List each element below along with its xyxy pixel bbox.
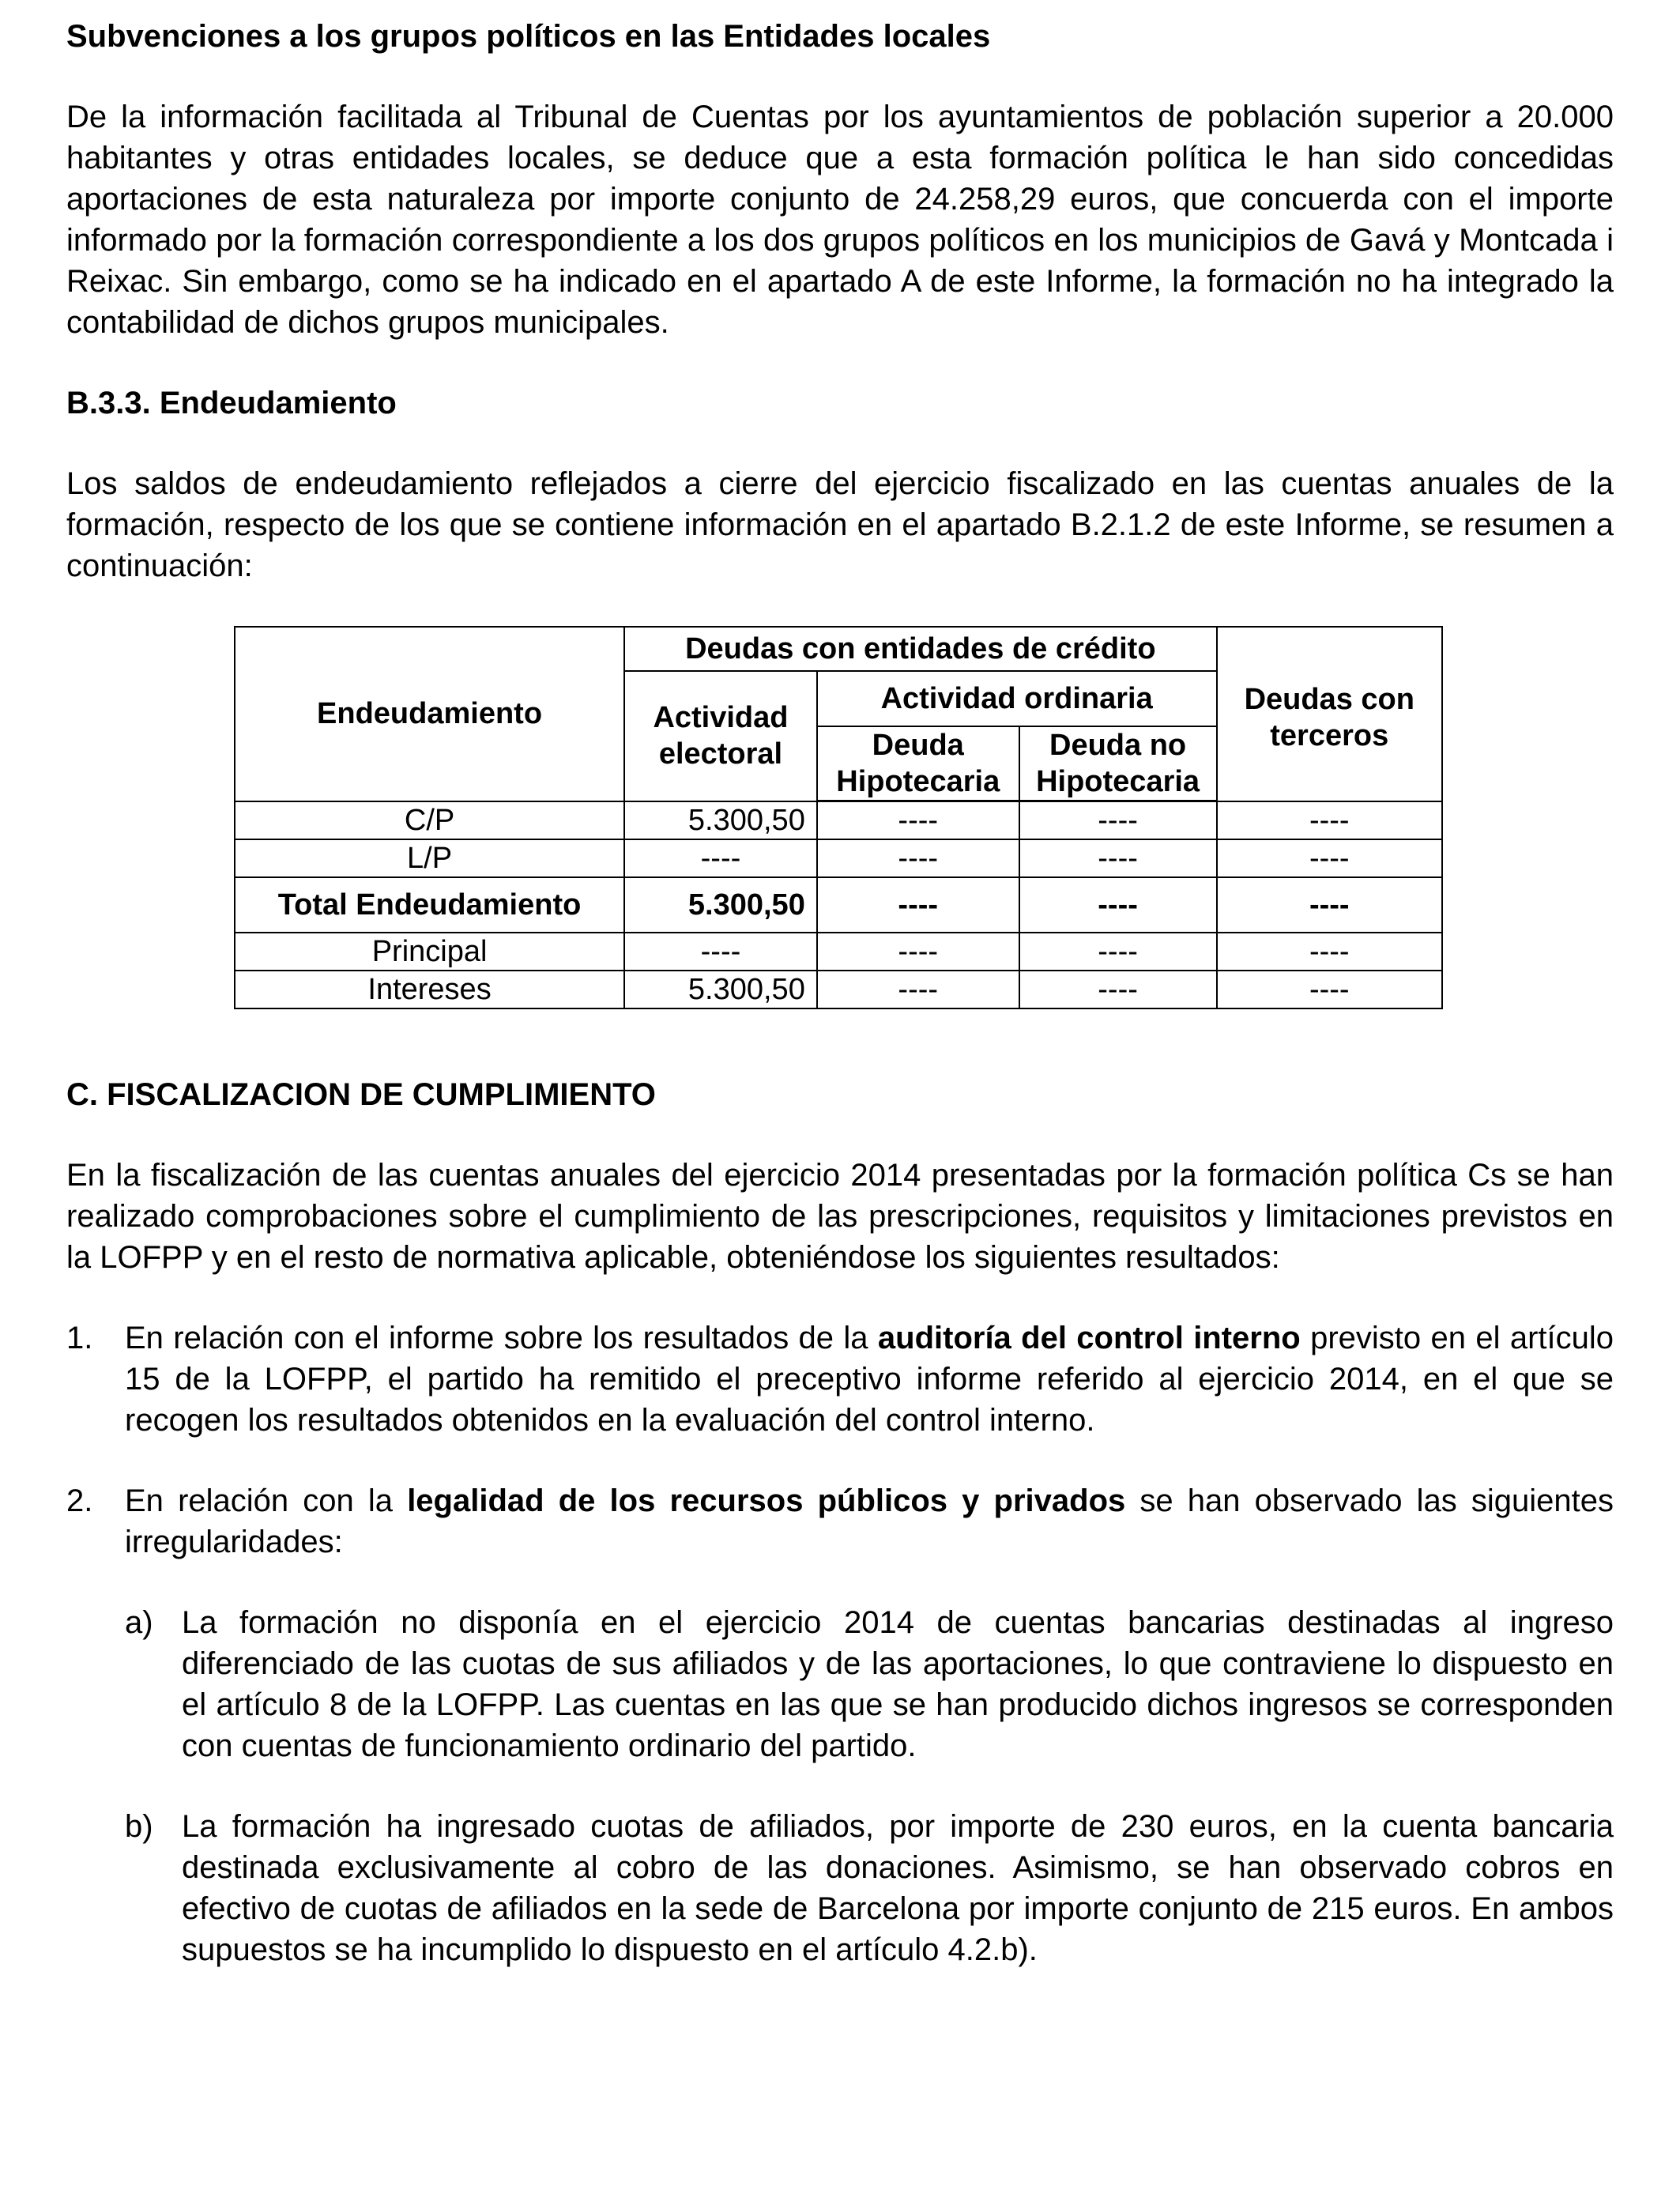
paragraph-endeudamiento: Los saldos de endeudamiento reflejados a cierre del ejercicio fiscalizado en las cuentas anuales de la formación, respecto de los que se contiene información en el apartado B.2.1.2 de este Informe, se resumen a continuación: — [66, 466, 1614, 583]
table-row — [235, 971, 1442, 1008]
header-actividad-ordinaria: Actividad ordinaria — [817, 671, 1217, 726]
cell-electoral: ---- — [624, 933, 817, 971]
debt-table — [234, 626, 1443, 1009]
cell-terceros: ---- — [1217, 877, 1442, 933]
cell-terceros: ---- — [1217, 971, 1442, 1008]
item-bold-text: auditoría del control interno — [877, 1321, 1301, 1355]
header-deudas-terceros: Deudas con terceros — [1217, 627, 1442, 801]
header-actividad-electoral: Actividad electoral — [624, 671, 817, 801]
paragraph-fiscalizacion: En la fiscalización de las cuentas anuales del ejercicio 2014 presentadas por la formación política Cs se han realizado comprobaciones sobre el cumplimiento de las prescripciones, requisitos y limitaciones previstos en la LOFPP y en el resto de normativa aplicable, obteniéndose los siguientes resultados: — [66, 1158, 1614, 1275]
table-row — [235, 801, 1442, 840]
cell-electoral: 5.300,50 — [624, 971, 817, 1008]
header-endeudamiento: Endeudamiento — [235, 627, 624, 801]
table-row — [235, 839, 1442, 877]
cell-hipotecaria: ---- — [817, 971, 1019, 1008]
list-item — [66, 1318, 1614, 1441]
sub-list — [125, 1602, 1614, 1970]
list-marker: 2. — [66, 1483, 93, 1518]
cell-no-hipotecaria: ---- — [1019, 933, 1217, 971]
list-marker: 1. — [66, 1321, 93, 1355]
debt-table-wrapper — [234, 626, 1614, 1009]
item-text: En relación con el informe sobre los resultados de la — [125, 1321, 878, 1355]
results-list — [66, 1318, 1614, 1970]
cell-no-hipotecaria: ---- — [1019, 877, 1217, 933]
table-row — [235, 933, 1442, 971]
cell-hipotecaria: ---- — [817, 933, 1019, 971]
sub-list-marker: b) — [125, 1809, 153, 1844]
cell-terceros: ---- — [1217, 933, 1442, 971]
cell-terceros: ---- — [1217, 801, 1442, 840]
section-title-subvenciones: Subvenciones a los grupos políticos en las Entidades locales — [66, 19, 991, 54]
section-title-fiscalizacion: C. FISCALIZACION DE CUMPLIMIENTO — [66, 1077, 656, 1112]
cell-electoral: 5.300,50 — [624, 877, 817, 933]
row-label: L/P — [235, 839, 624, 877]
cell-electoral: 5.300,50 — [624, 801, 817, 840]
item-text: previsto en el artículo 15 de la LOFPP, el partido ha remitido el preceptivo informe referido al ejercicio 2014, en el que se recogen los resultados obtenidos en la evaluación del control interno. — [125, 1321, 1614, 1438]
row-label: Principal — [235, 933, 624, 971]
cell-no-hipotecaria: ---- — [1019, 801, 1217, 840]
row-label: C/P — [235, 801, 624, 840]
list-item — [66, 1480, 1614, 1970]
cell-electoral: ---- — [624, 839, 817, 877]
sub-list-item — [125, 1806, 1614, 1970]
cell-terceros: ---- — [1217, 839, 1442, 877]
row-label: Intereses — [235, 971, 624, 1008]
row-label: Total Endeudamiento — [235, 877, 624, 933]
sub-list-item — [125, 1602, 1614, 1766]
cell-no-hipotecaria: ---- — [1019, 971, 1217, 1008]
cell-no-hipotecaria: ---- — [1019, 839, 1217, 877]
sub-item-text: La formación no disponía en el ejercicio 2014 de cuentas bancarias destinadas al ingreso diferenciado de las cuotas de sus afiliados y de las aportaciones, lo que contraviene lo dispuesto en el artículo 8 de la LOFPP. Las cuentas en las que se han producido dichos ingresos se corresponden con cuentas de funcionamiento ordinario del partido. — [182, 1605, 1614, 1763]
item-text: se han observado las siguientes irregularidades: — [125, 1483, 1614, 1559]
cell-hipotecaria: ---- — [817, 877, 1019, 933]
item-bold-text: legalidad de los recursos públicos y privados — [407, 1483, 1126, 1518]
sub-list-marker: a) — [125, 1605, 153, 1640]
paragraph-subvenciones: De la información facilitada al Tribunal de Cuentas por los ayuntamientos de población superior a 20.000 habitantes y otras entidades locales, se deduce que a esta formación política le han sido concedidas aportaciones de esta naturaleza por importe conjunto de 24.258,29 euros, que concuerda con el importe informado por la formación correspondiente a los dos grupos políticos en los municipios de Gavá y Montcada i Reixac. Sin embargo, como se ha indicado en el apartado A de este Informe, la formación no ha integrado la contabilidad de dichos grupos municipales. — [66, 100, 1614, 340]
cell-hipotecaria: ---- — [817, 801, 1019, 840]
header-deuda-no-hipotecaria: Deuda no Hipotecaria — [1019, 726, 1217, 801]
cell-hipotecaria: ---- — [817, 839, 1019, 877]
header-deudas-credito: Deudas con entidades de crédito — [624, 627, 1216, 671]
document-page — [66, 16, 1614, 2010]
item-text: En relación con la — [125, 1483, 408, 1518]
table-row-total — [235, 877, 1442, 933]
header-deuda-hipotecaria: Deuda Hipotecaria — [817, 726, 1019, 801]
sub-item-text: La formación ha ingresado cuotas de afiliados, por importe de 230 euros, en la cuenta bancaria destinada exclusivamente al cobro de las donaciones. Asimismo, se han observado cobros en efectivo de cuotas de afiliados en la sede de Barcelona por importe conjunto de 215 euros. En ambos supuestos se ha incumplido lo dispuesto en el artículo 4.2.b). — [182, 1809, 1614, 1967]
section-title-endeudamiento: B.3.3. Endeudamiento — [66, 386, 397, 420]
